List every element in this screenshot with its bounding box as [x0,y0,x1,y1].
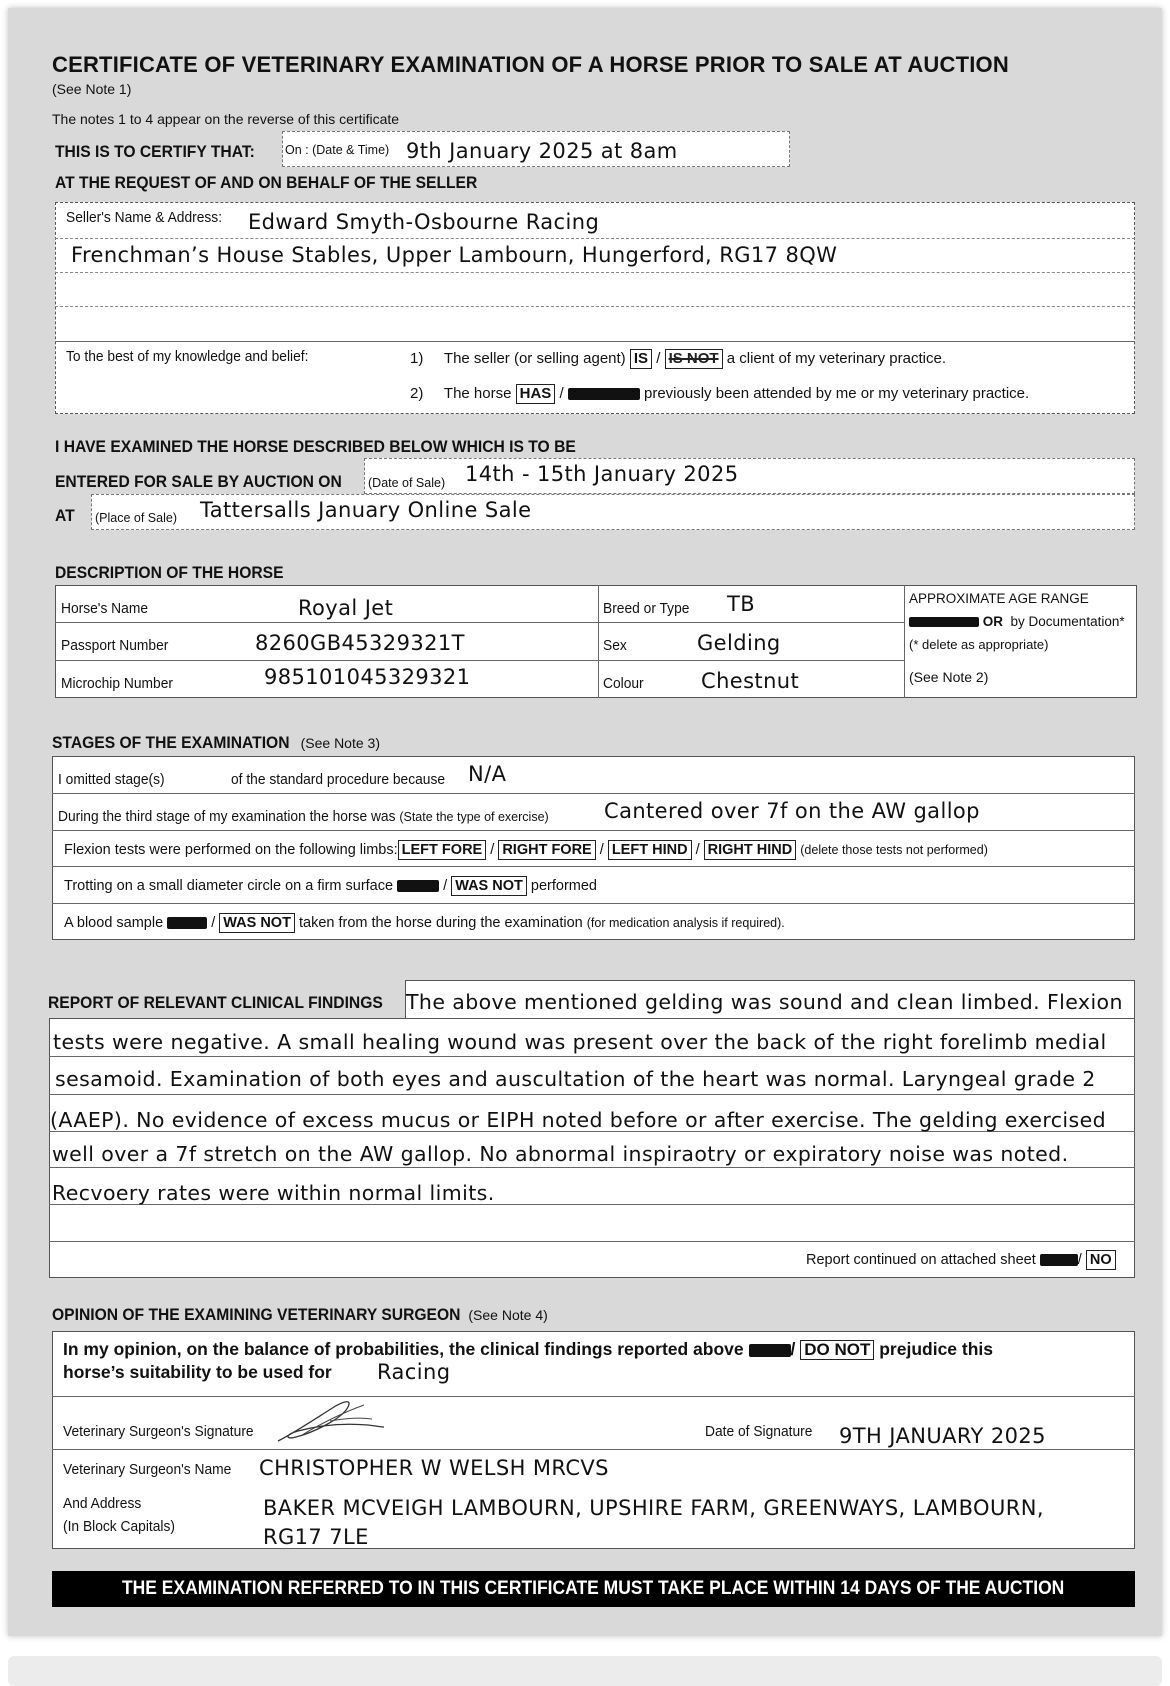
certify-label: THIS IS TO CERTIFY THAT: [55,142,255,161]
age-heading: APPROXIMATE AGE RANGE [909,591,1089,606]
blood-note: (for medication analysis if required). [586,916,785,930]
microchip-number[interactable]: 985101045329321 [264,665,471,689]
sale-date: 14th - 15th January 2025 [465,462,739,486]
breed-value[interactable]: TB [727,592,756,616]
date-signature[interactable]: 9TH JANUARY 2025 [839,1424,1046,1448]
item2-tail: previously been attended by me or my veterinary practice. [644,385,1030,402]
third-stage-value[interactable]: Cantered over 7f on the AW gallop [604,799,980,823]
continued-label: Report continued on attached sheet [806,1252,1036,1268]
seller-name[interactable]: Edward Smyth-Osbourne Racing [248,210,600,234]
flexion-label: Flexion tests were performed on the following limbs: [64,842,398,858]
footer-banner [52,1571,1135,1607]
next-page-edge [8,1656,1162,1686]
opinion-heading-text: OPINION OF THE EXAMINING VETERINARY SURGEON [52,1305,461,1324]
datetime-label: On : (Date & Time) [285,143,390,157]
footer-banner-text: THE EXAMINATION REFERRED TO IN THIS CERTIFICATE MUST TAKE PLACE WITHIN 14 DAYS OF THE AUCTION [122,1578,1065,1599]
is-option[interactable]: IS [630,349,652,369]
age-redaction [909,617,979,627]
age-options [909,614,1125,629]
do-not-option[interactable]: DO NOT [800,1340,874,1360]
opinion-statement-text: In my opinion, on the balance of probabilities, the clinical findings reported above [63,1339,744,1359]
sex-label: Sex [603,637,627,654]
seller-address[interactable]: Frenchman’s House Stables, Upper Lambourn, Hungerford, RG17 8QW [71,243,838,267]
opinion-statement: In my opinion, on the balance of probabilities, the clinical findings reported above / DO NOT prejudice this [63,1339,994,1359]
opinion-note: (See Note 4) [468,1307,548,1323]
seller-label: Seller's Name & Address: [66,209,223,226]
age-see-note: (See Note 2) [909,669,989,685]
continued-row: Report continued on attached sheet / NO [806,1250,1116,1270]
right-hind-option[interactable]: RIGHT HIND [704,840,797,860]
age-documentation: by Documentation* [1010,614,1125,629]
datetime-value: 9th January 2025 at 8am [406,139,678,163]
has-option[interactable]: HAS [516,384,556,404]
at-label: AT [55,506,75,525]
vet-name[interactable]: CHRISTOPHER W WELSH MRCVS [259,1456,609,1480]
address-label-caps: (In Block Capitals) [63,1518,175,1535]
colour-value[interactable]: Chestnut [701,669,800,693]
findings-line-4: (AAEP). No evidence of excess mucus or EIPH noted before or after exercise. The gelding exercised [50,1108,1107,1132]
horse-name[interactable]: Royal Jet [298,596,394,620]
omitted-value[interactable]: N/A [468,762,507,786]
item2-text: The horse [443,385,512,402]
certificate-title: CERTIFICATE OF VETERINARY EXAMINATION OF A HORSE PRIOR TO SALE AT AUCTION [52,52,1009,77]
blood-was-redaction [167,917,207,929]
trotting-tail: performed [530,878,597,894]
flexion-row: Flexion tests were performed on the following limbs: LEFT FORE / RIGHT FORE / LEFT HIND / RIGHT HIND (delete those tests not performed) [64,842,988,858]
omitted-label: I omitted stage(s) [58,771,165,788]
continued-yes-redaction [1040,1254,1078,1266]
item1-text: The seller (or selling agent) [443,350,626,367]
omitted-mid: of the standard procedure because [231,771,446,788]
client-statement: 1) The seller (or selling agent) IS / IS NOT a client of my veterinary practice. [410,350,947,367]
passport-label: Passport Number [61,637,169,654]
item1-tail: a client of my veterinary practice. [726,350,947,367]
description-heading: DESCRIPTION OF THE HORSE [55,563,284,582]
flexion-note: (delete those tests not performed) [800,843,988,857]
trotting-label: Trotting on a small diameter circle on a firm surface [64,878,394,894]
opinion-heading [52,1305,548,1325]
passport-number[interactable]: 8260GB45329321T [255,631,465,655]
blood-row: A blood sample / WAS NOT taken from the horse during the examination (for medication analysis if required). [64,915,785,931]
attended-statement: 2) The horse HAS / previously been attended by me or my veterinary practice. [410,385,1030,402]
breed-label: Breed or Type [603,600,690,617]
examined-line: I HAVE EXAMINED THE HORSE DESCRIBED BELOW WHICH IS TO BE [55,437,576,456]
blood-label: A blood sample [64,915,164,931]
signature-label: Veterinary Surgeon's Signature [63,1423,254,1440]
blood-was-not-option[interactable]: WAS NOT [219,913,295,933]
trotting-was-redaction [397,880,439,892]
request-line: AT THE REQUEST OF AND ON BEHALF OF THE SELLER [55,173,478,192]
third-stage-note: (State the type of exercise) [399,810,549,824]
is-not-option-struck[interactable]: IS NOT [665,349,723,369]
signature-image [272,1393,387,1449]
vet-address-line-2[interactable]: RG17 7LE [263,1525,369,1549]
sale-place: Tattersalls January Online Sale [200,498,532,522]
sex-value[interactable]: Gelding [697,631,781,655]
vet-name-label: Veterinary Surgeon's Name [63,1461,232,1478]
trotting-row: Trotting on a small diameter circle on a firm surface / WAS NOT performed [64,878,597,894]
sale-place-label: (Place of Sale) [95,511,177,525]
blood-tail: taken from the horse during the examination [298,915,583,931]
intended-use[interactable]: Racing [377,1360,451,1384]
findings-line-5: well over a 7f stretch on the AW gallop. No abnormal inspiraotry or expiratory noise was noted. [52,1142,1069,1166]
opinion-statement-tail: prejudice this [879,1339,994,1359]
continued-no-option[interactable]: NO [1086,1250,1116,1270]
stages-heading-text: STAGES OF THE EXAMINATION [52,733,290,752]
horse-name-label: Horse's Name [61,600,148,617]
findings-heading: REPORT OF RELEVANT CLINICAL FINDINGS [48,993,383,1012]
stages-heading [52,733,380,753]
entered-label: ENTERED FOR SALE BY AUCTION ON [55,472,342,491]
microchip-label: Microchip Number [61,675,173,692]
left-hind-option[interactable]: LEFT HIND [608,840,692,860]
trotting-was-not-option[interactable]: WAS NOT [451,876,527,896]
opinion-do-redaction [749,1344,791,1357]
vet-address-line-1[interactable]: BAKER MCVEIGH LAMBOURN, UPSHIRE FARM, GREENWAYS, LAMBOURN, [263,1496,1044,1520]
findings-line-6: Recvoery rates were within normal limits. [52,1181,495,1205]
has-not-redaction [568,388,640,400]
suitability-line: horse’s suitability to be used for [63,1362,332,1382]
sale-date-label: (Date of Sale) [368,476,446,490]
age-or: OR [982,614,1004,629]
colour-label: Colour [603,675,644,692]
notes-line: The notes 1 to 4 appear on the reverse of this certificate [52,111,400,127]
findings-line-3: sesamoid. Examination of both eyes and auscultation of the heart was normal. Laryngeal grade 2 [55,1067,1096,1091]
findings-line-1: The above mentioned gelding was sound and clean limbed. Flexion [406,990,1123,1014]
third-stage-label [58,808,549,826]
stages-note: (See Note 3) [300,735,380,751]
see-note-1: (See Note 1) [52,81,132,97]
findings-line-2: tests were negative. A small healing wound was present over the back of the right forelimb medial [53,1030,1107,1054]
right-fore-option[interactable]: RIGHT FORE [498,840,595,860]
third-stage-text: During the third stage of my examination the horse was [58,808,396,825]
knowledge-label: To the best of my knowledge and belief: [66,348,309,365]
item1-number: 1) [410,350,424,367]
age-delete-note: (* delete as appropriate) [909,637,1049,652]
date-signature-label: Date of Signature [705,1423,813,1440]
address-label: And Address [63,1495,142,1512]
item2-number: 2) [410,385,424,402]
left-fore-option[interactable]: LEFT FORE [398,840,487,860]
